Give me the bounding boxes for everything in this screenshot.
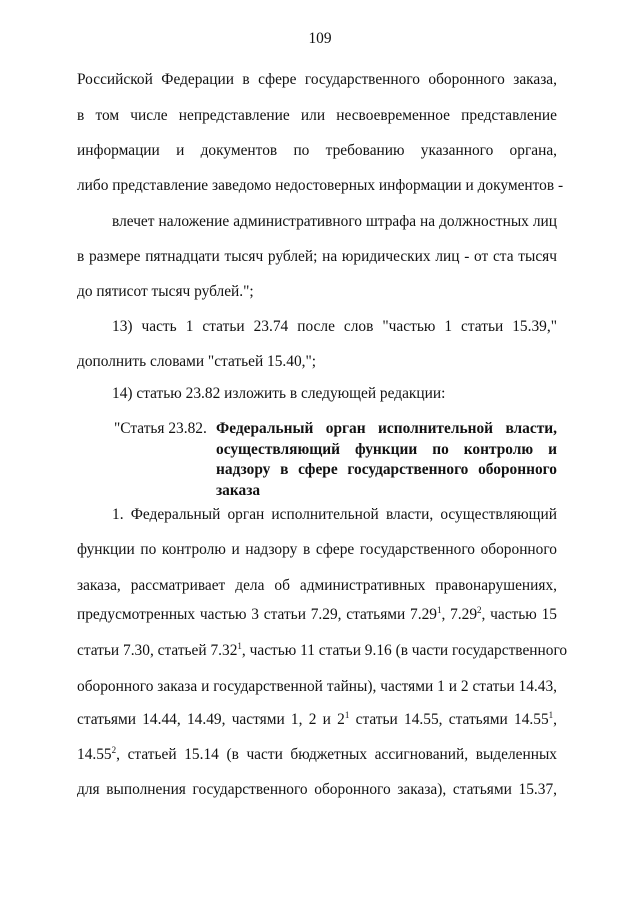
text-line: информации и документов по требованию указанного органа, bbox=[77, 142, 557, 159]
text-line: заказа, рассматривает дела об административных правонарушениях, bbox=[77, 577, 557, 594]
text-line: 14) статью 23.82 изложить в следующей редакции: bbox=[112, 385, 446, 402]
text-line: 13) часть 1 статьи 23.74 после слов "частью 1 статьи 15.39," bbox=[112, 318, 557, 335]
text-line: в размере пятнадцати тысяч рублей; на юридических лиц - от ста тысяч bbox=[77, 248, 557, 265]
article-title bbox=[216, 419, 557, 501]
text-line: дополнить словами "статьей 15.40,"; bbox=[77, 353, 317, 370]
text-line: статьями 14.44, 14.49, частями 1, 2 и $2^1$ статьи 14.55, статьями 14.55$^1$, bbox=[77, 710, 557, 728]
article-title-line: Федеральный орган исполнительной власти, bbox=[216, 420, 557, 437]
text-line: Российской Федерации в сфере государственного оборонного заказа, bbox=[77, 71, 557, 88]
text-line: статьи 7.30, статьей 7.32$^1$, частью 11 статьи 9.16 (в части государственного bbox=[77, 641, 568, 659]
text-line: либо представление заведомо недостоверных информации и документов - bbox=[77, 177, 564, 194]
article-label: "Статья 23.82. bbox=[114, 420, 207, 437]
text-line: оборонного заказа и государственной тайны), частями 1 и 2 статьи 14.43, bbox=[77, 678, 557, 695]
article-title-line: надзору в сфере государственного оборонного bbox=[216, 461, 557, 478]
text-line: 14.55$^2$, статьей 15.14 (в части бюджетных ассигнований, выделенных bbox=[77, 745, 557, 763]
article-title-line: осуществляющий функции по контролю и bbox=[216, 440, 557, 458]
text-line: влечет наложение административного штрафа на должностных лиц bbox=[112, 213, 557, 230]
page-number: 109 bbox=[308, 30, 332, 47]
text-line: 1. Федеральный орган исполнительной власти, осуществляющий bbox=[112, 506, 557, 523]
text-line: функции по контролю и надзору в сфере государственного оборонного bbox=[77, 541, 557, 558]
article-title-line: заказа bbox=[216, 481, 261, 499]
text-line: до пятисот тысяч рублей."; bbox=[77, 283, 254, 300]
text-line: предусмотренных частью 3 статьи 7.29, статьями 7.29$^1$, 7.29$^2$, частью 15 bbox=[77, 605, 557, 623]
text-line: для выполнения государственного оборонного заказа), статьями 15.37, bbox=[77, 781, 557, 798]
text-line: в том числе непредставление или несвоевременное представление bbox=[77, 107, 557, 124]
